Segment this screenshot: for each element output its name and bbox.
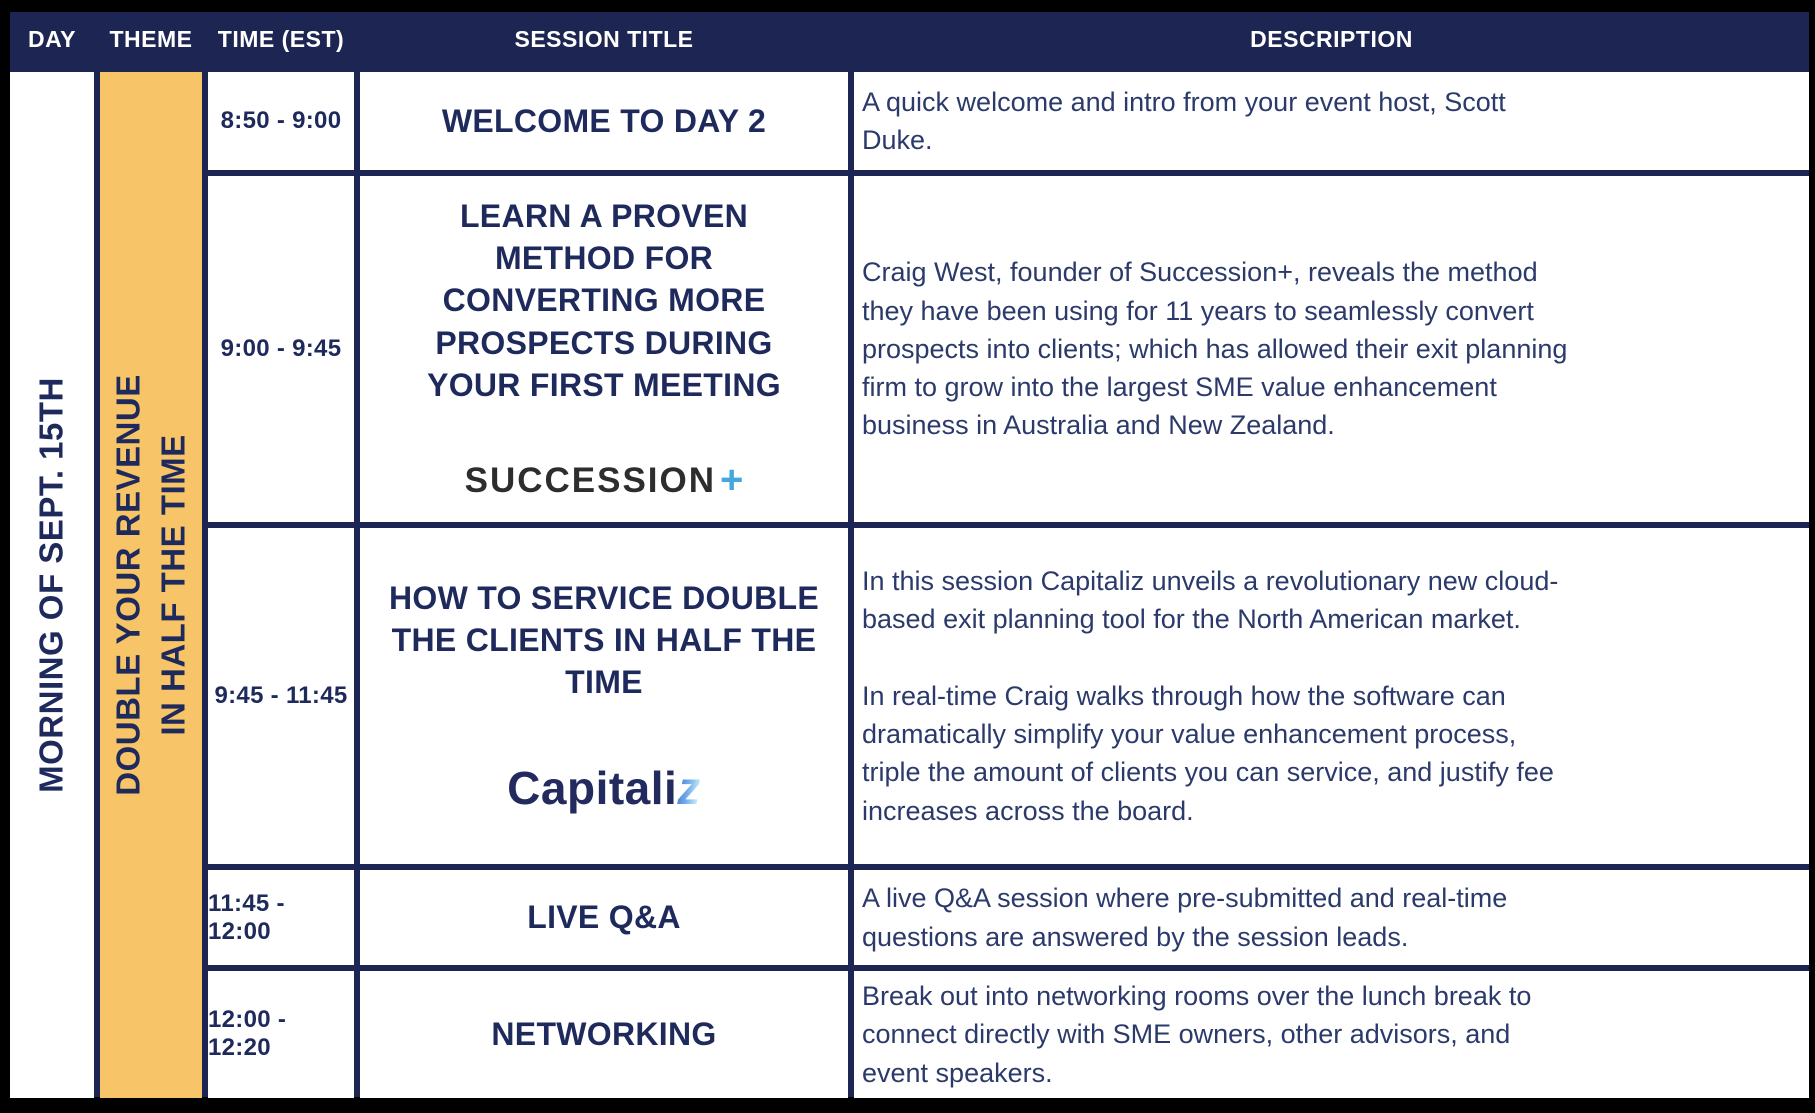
description-cell-live-qa xyxy=(854,870,1809,965)
succession-plus-icon: + xyxy=(720,458,744,503)
schedule-table xyxy=(10,12,1809,1097)
session-cell-proven-method xyxy=(360,176,848,522)
description-text-welcome: A quick welcome and intro from your event host, Scott Duke. xyxy=(862,86,1506,155)
description-cell-proven-method xyxy=(854,176,1809,522)
session-cell-live-qa xyxy=(360,870,848,965)
session-title-service-double: HOW TO SERVICE DOUBLE THE CLIENTS IN HALF THE TIME xyxy=(388,579,820,701)
session-cell-welcome xyxy=(360,72,848,170)
session-title-live-qa: LIVE Q&A xyxy=(527,899,681,936)
day-label: MORNING OF SEPT. 15TH xyxy=(32,377,70,793)
capitaliz-logo-text: Capitali xyxy=(507,762,678,815)
column-header-day: DAY xyxy=(10,12,94,66)
description-cell-service-double xyxy=(854,528,1809,864)
description-cell-welcome xyxy=(854,72,1809,170)
description-text-networking: Break out into networking rooms over the lunch break to connect directly with SME owners, other advisors, and event speakers. xyxy=(862,981,1532,1088)
capitaliz-logo xyxy=(507,761,701,815)
description-cell-networking xyxy=(854,971,1809,1098)
description-text-live-qa: A live Q&A session where pre-submitted and real-time questions are answered by the session leads. xyxy=(862,883,1508,952)
succession-logo-text: SUCCESSION xyxy=(464,460,717,500)
column-header-session-title: SESSION TITLE xyxy=(360,12,848,66)
time-cell-networking: 12:00 - 12:20 xyxy=(208,971,354,1098)
theme-column xyxy=(100,72,202,1098)
day-column xyxy=(10,72,94,1098)
capitaliz-logo-z-icon: z xyxy=(677,762,701,815)
time-cell-proven-method: 9:00 - 9:45 xyxy=(208,176,354,522)
column-header-description: DESCRIPTION xyxy=(854,12,1809,66)
succession-plus-logo xyxy=(465,458,744,503)
time-cell-welcome: 8:50 - 9:00 xyxy=(208,72,354,170)
theme-label-line2: IN HALF THE TIME xyxy=(154,434,191,736)
column-header-theme: THEME xyxy=(100,12,202,66)
theme-label xyxy=(106,374,195,795)
session-title-proven-method: LEARN A PROVEN METHOD FOR CONVERTING MORE PROSPECTS DURING YOUR FIRST MEETING xyxy=(427,197,781,403)
session-title-networking: NETWORKING xyxy=(491,1016,717,1053)
session-cell-networking xyxy=(360,971,848,1098)
column-header-time: TIME (EST) xyxy=(208,12,354,66)
time-cell-live-qa: 11:45 - 12:00 xyxy=(208,870,354,965)
description-text-service-double-p1: In this session Capitaliz unveils a revolutionary new cloud-based exit planning tool for the North American market. xyxy=(862,566,1559,635)
session-title-welcome: WELCOME TO DAY 2 xyxy=(441,102,767,139)
session-cell-service-double xyxy=(360,528,848,864)
description-text-proven-method: Craig West, founder of Succession+, reveals the method they have been using for 11 years to seamlessly convert prospects into clients; which has allowed their exit planning firm to grow into the largest SME value enhancement business in Australia and New Zealand. xyxy=(862,257,1568,441)
time-cell-service-double: 9:45 - 11:45 xyxy=(208,528,354,864)
theme-label-line1: DOUBLE YOUR REVENUE xyxy=(109,374,147,796)
description-text-service-double-p2: In real-time Craig walks through how the software can dramatically simplify your value enhancement process, triple the amount of clients you can service, and justify fee increases across the board. xyxy=(862,680,1554,826)
